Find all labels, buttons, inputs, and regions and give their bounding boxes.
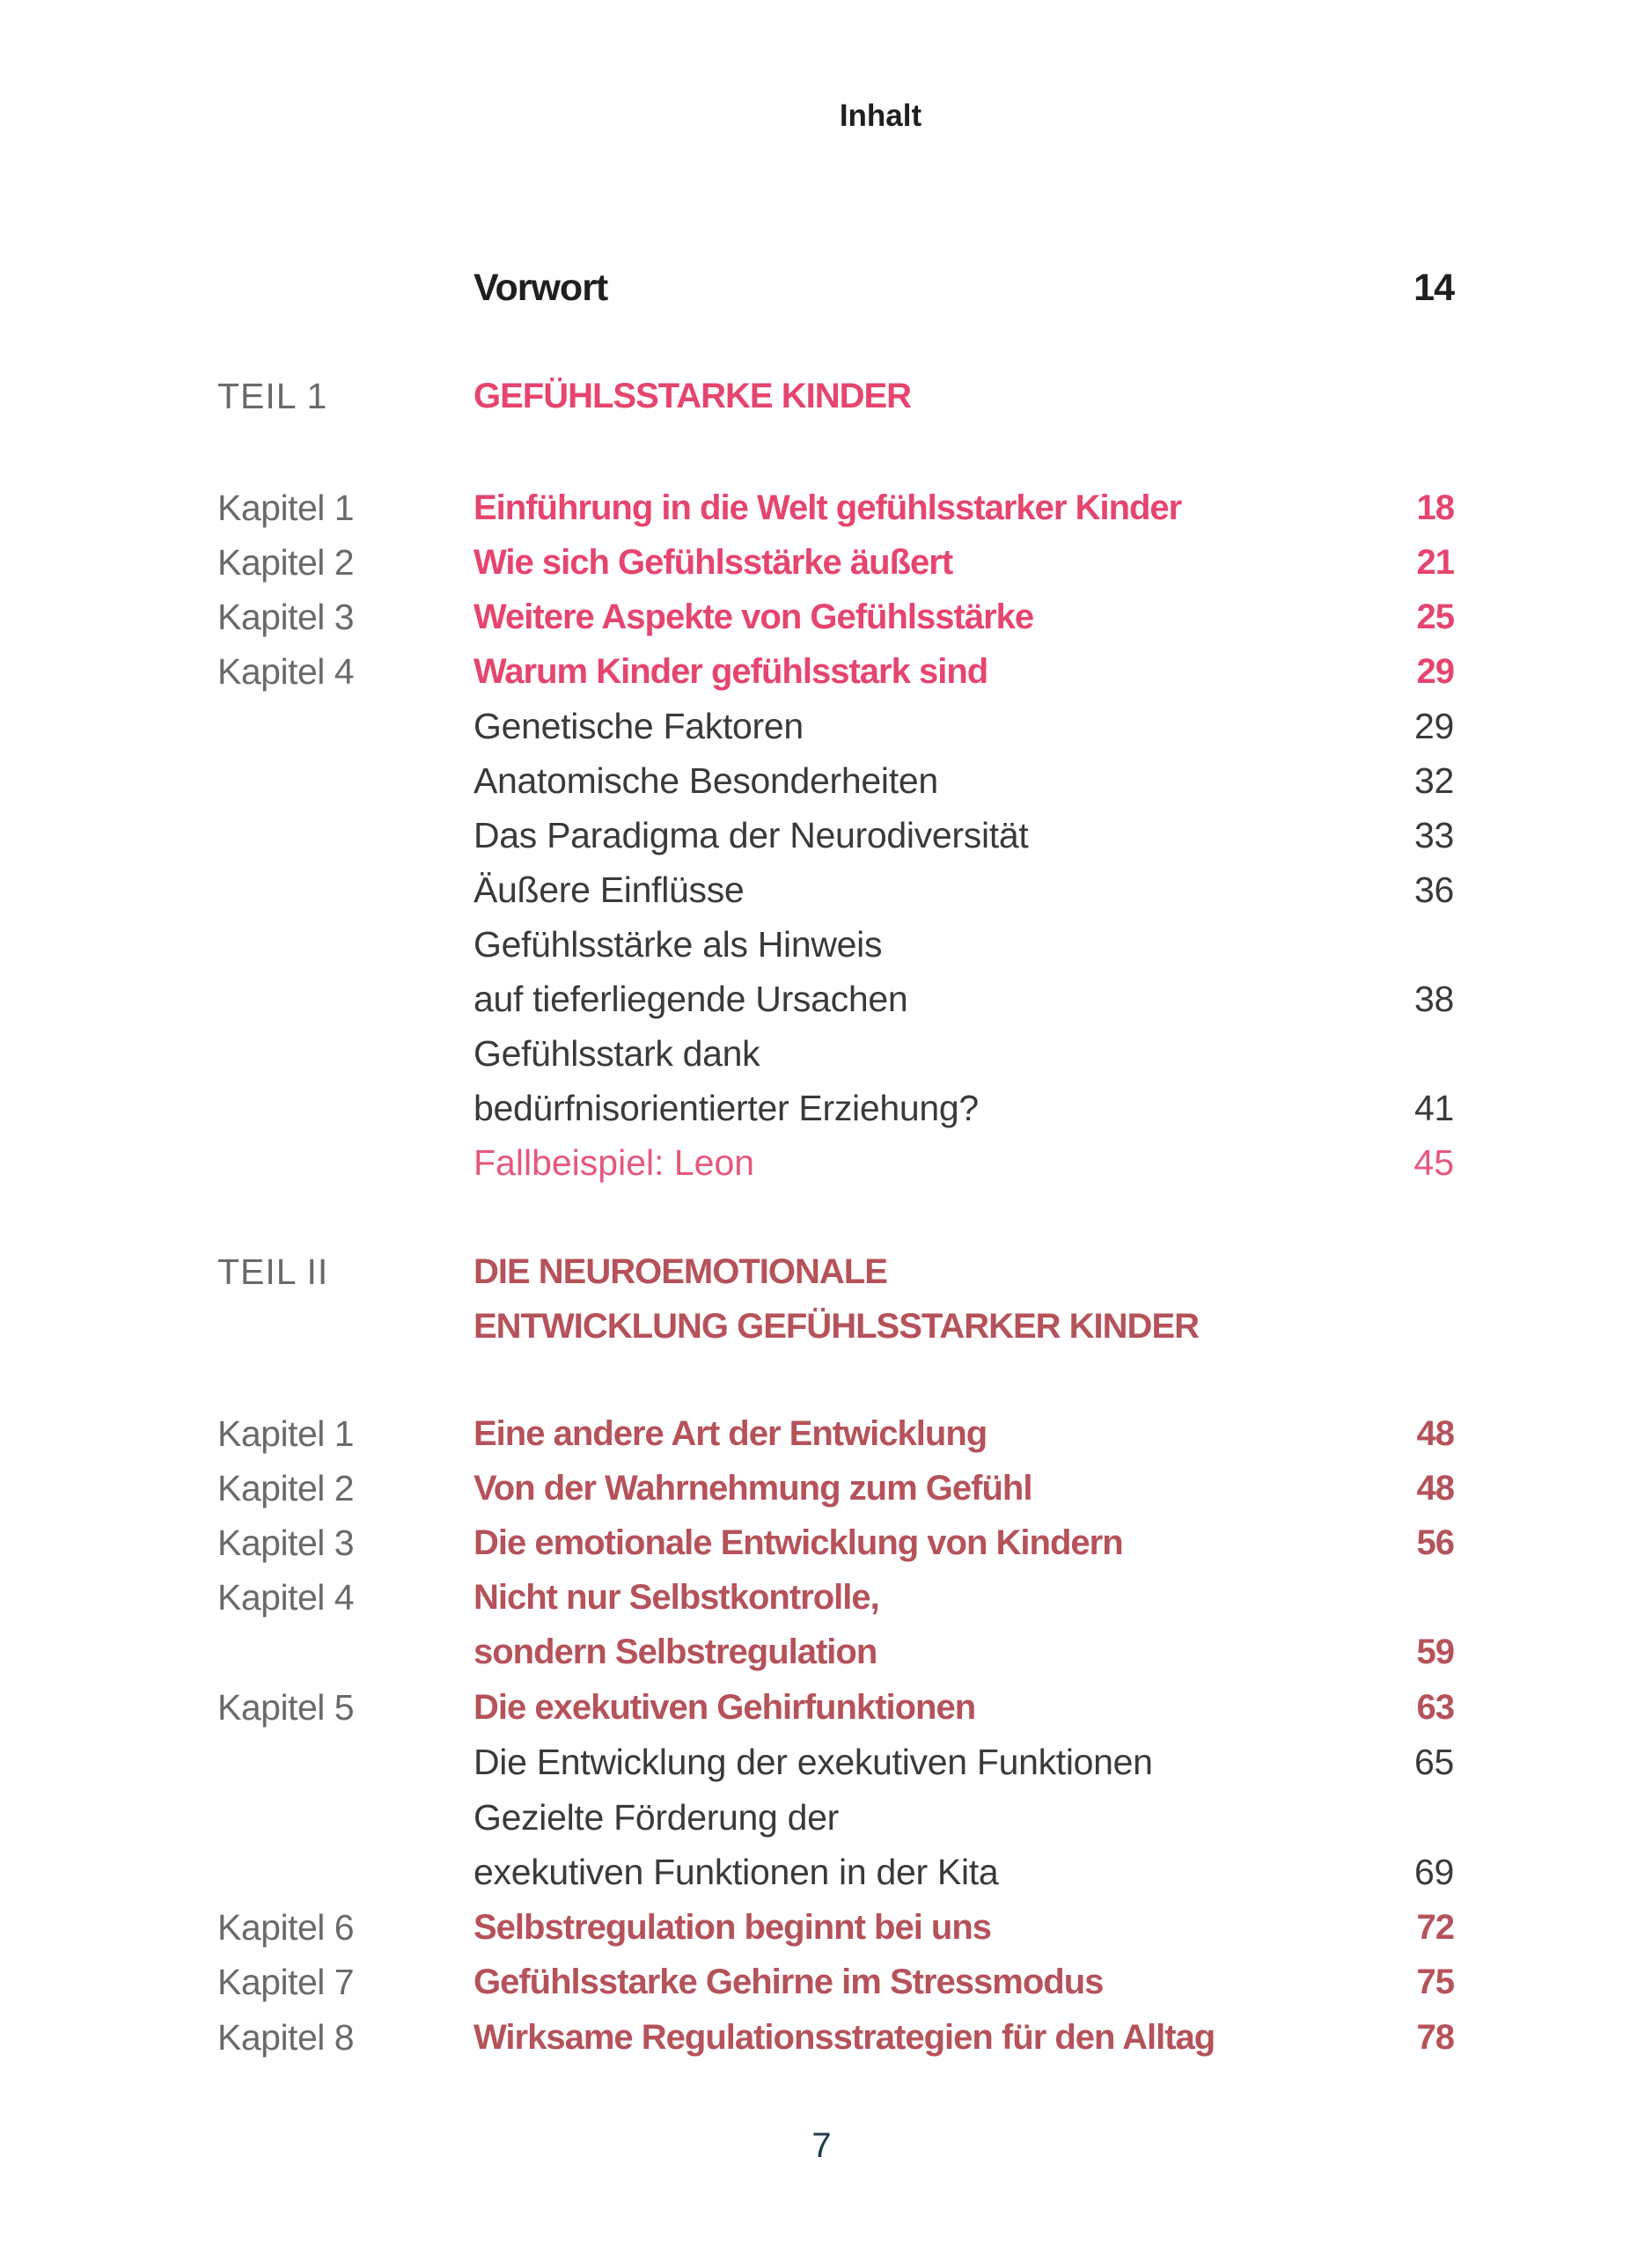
section-page: 65 (1413, 1742, 1454, 1782)
chapter-title: Nicht nur Selbstkontrolle, (474, 1578, 879, 1617)
chapter-page: 48 (1416, 1414, 1454, 1453)
chapter-page: 21 (1416, 543, 1454, 582)
toc-section-line1[interactable] (0, 1026, 1652, 1081)
toc-chapter[interactable] (0, 481, 1652, 535)
toc-chapter[interactable] (0, 1900, 1652, 1955)
chapter-label: Kapitel 3 (217, 1523, 355, 1563)
chapter-label: Kapitel 8 (217, 2017, 355, 2058)
chapter-page: 78 (1416, 2018, 1454, 2057)
chapter-page: 29 (1416, 652, 1454, 691)
chapter-label: Kapitel 5 (217, 1687, 355, 1728)
chapter-label: Kapitel 6 (217, 1907, 355, 1948)
toc-section[interactable] (0, 862, 1652, 917)
section-title: Das Paradigma der Neurodiversität (474, 815, 1029, 855)
case-study-title: Fallbeispiel: Leon (474, 1142, 755, 1183)
part-title: DIE NEUROEMOTIONALE (474, 1252, 887, 1291)
toc-chapter-line2[interactable] (0, 1625, 1652, 1679)
chapter-title: Von der Wahrnehmung zum Gefühl (474, 1469, 1032, 1508)
toc-chapter-line1[interactable] (0, 1570, 1652, 1625)
toc-section[interactable] (0, 699, 1652, 753)
page-number: 7 (811, 2126, 832, 2165)
toc-section[interactable] (0, 1735, 1652, 1789)
chapter-title: Gefühlsstarke Gehirne im Stressmodus (474, 1963, 1104, 2001)
chapter-title: Warum Kinder gefühlsstark sind (474, 652, 988, 691)
chapter-page: 59 (1416, 1633, 1454, 1671)
section-page: 33 (1413, 815, 1454, 855)
chapter-label: Kapitel 1 (217, 1413, 355, 1454)
part-title: GEFÜHLSSTARKE KINDER (474, 377, 912, 415)
chapter-label: Kapitel 1 (217, 488, 355, 528)
toc-section[interactable] (0, 808, 1652, 862)
section-page: 32 (1413, 760, 1454, 801)
chapter-title: Eine andere Art der Entwicklung (474, 1414, 988, 1453)
toc-section-line2[interactable] (0, 1081, 1652, 1135)
section-page: 36 (1413, 870, 1454, 910)
chapter-page: 48 (1416, 1469, 1454, 1508)
part-label: TEIL 1 (217, 376, 328, 416)
chapter-title: Selbstregulation beginnt bei uns (474, 1908, 992, 1947)
toc-chapter[interactable] (0, 590, 1652, 644)
toc-section-line2[interactable] (0, 972, 1652, 1026)
section-title: Genetische Faktoren (474, 706, 804, 746)
chapter-title: Die emotionale Entwicklung von Kindern (474, 1523, 1123, 1562)
chapter-label: Kapitel 3 (217, 597, 355, 637)
toc-chapter[interactable] (0, 1955, 1652, 2009)
toc-entry-vorwort[interactable] (0, 261, 1652, 315)
chapter-title: Wirksame Regulationsstrategien für den Alltag (474, 2018, 1215, 2057)
toc-chapter[interactable] (0, 1461, 1652, 1515)
part-label: TEIL II (217, 1251, 329, 1292)
chapter-page: 25 (1416, 598, 1454, 636)
toc-section-line1[interactable] (0, 917, 1652, 972)
toc-chapter[interactable] (0, 1680, 1652, 1735)
chapter-page: 18 (1416, 488, 1454, 527)
toc-chapter[interactable] (0, 1406, 1652, 1461)
chapter-label: Kapitel 7 (217, 1962, 355, 2002)
chapter-title: Wie sich Gefühlsstärke äußert (474, 543, 953, 582)
section-page: 29 (1413, 706, 1454, 746)
toc-chapter[interactable] (0, 1515, 1652, 1570)
chapter-title: Einführung in die Welt gefühlsstarker Kinder (474, 488, 1182, 527)
part-heading-2-line2 (0, 1299, 1652, 1354)
chapter-title: Die exekutiven Gehirfunktionen (474, 1688, 976, 1727)
section-title: exekutiven Funktionen in der Kita (474, 1852, 999, 1892)
section-title: auf tieferliegende Ursachen (474, 979, 908, 1019)
toc-case-study[interactable] (0, 1135, 1652, 1190)
toc-chapter[interactable] (0, 644, 1652, 699)
chapter-label: Kapitel 4 (217, 651, 355, 692)
part-title: ENTWICKLUNG GEFÜHLSSTARKER KINDER (474, 1307, 1200, 1346)
entry-page: 14 (1413, 267, 1454, 309)
toc-chapter[interactable] (0, 535, 1652, 590)
section-title: Die Entwicklung der exekutiven Funktionen (474, 1742, 1153, 1782)
chapter-title: Weitere Aspekte von Gefühlsstärke (474, 598, 1034, 636)
section-page: 38 (1413, 979, 1454, 1019)
section-title: Äußere Einflüsse (474, 870, 745, 910)
chapter-page: 72 (1416, 1908, 1454, 1947)
section-title: Gefühlsstärke als Hinweis (474, 924, 883, 965)
chapter-page: 63 (1416, 1688, 1454, 1727)
chapter-label: Kapitel 2 (217, 542, 355, 583)
section-page: 41 (1413, 1088, 1454, 1128)
chapter-label: Kapitel 4 (217, 1577, 355, 1618)
part-heading-1[interactable] (0, 369, 1652, 423)
toc-section[interactable] (0, 753, 1652, 808)
entry-title: Vorwort (474, 267, 608, 309)
chapter-label: Kapitel 2 (217, 1468, 355, 1508)
page-heading: Inhalt (839, 99, 922, 133)
toc-chapter[interactable] (0, 2010, 1652, 2065)
toc-section-line1[interactable] (0, 1790, 1652, 1845)
chapter-page: 75 (1416, 1963, 1454, 2001)
part-heading-2[interactable] (0, 1244, 1652, 1299)
case-study-page: 45 (1413, 1142, 1454, 1183)
section-title: Anatomische Besonderheiten (474, 760, 938, 801)
chapter-page: 56 (1416, 1523, 1454, 1562)
section-title: bedürfnisorientierter Erziehung? (474, 1088, 979, 1128)
section-page: 69 (1413, 1852, 1454, 1892)
chapter-title: sondern Selbstregulation (474, 1633, 877, 1671)
section-title: Gezielte Förderung der (474, 1797, 840, 1838)
toc-section-line2[interactable] (0, 1845, 1652, 1899)
section-title: Gefühlsstark dank (474, 1033, 760, 1074)
